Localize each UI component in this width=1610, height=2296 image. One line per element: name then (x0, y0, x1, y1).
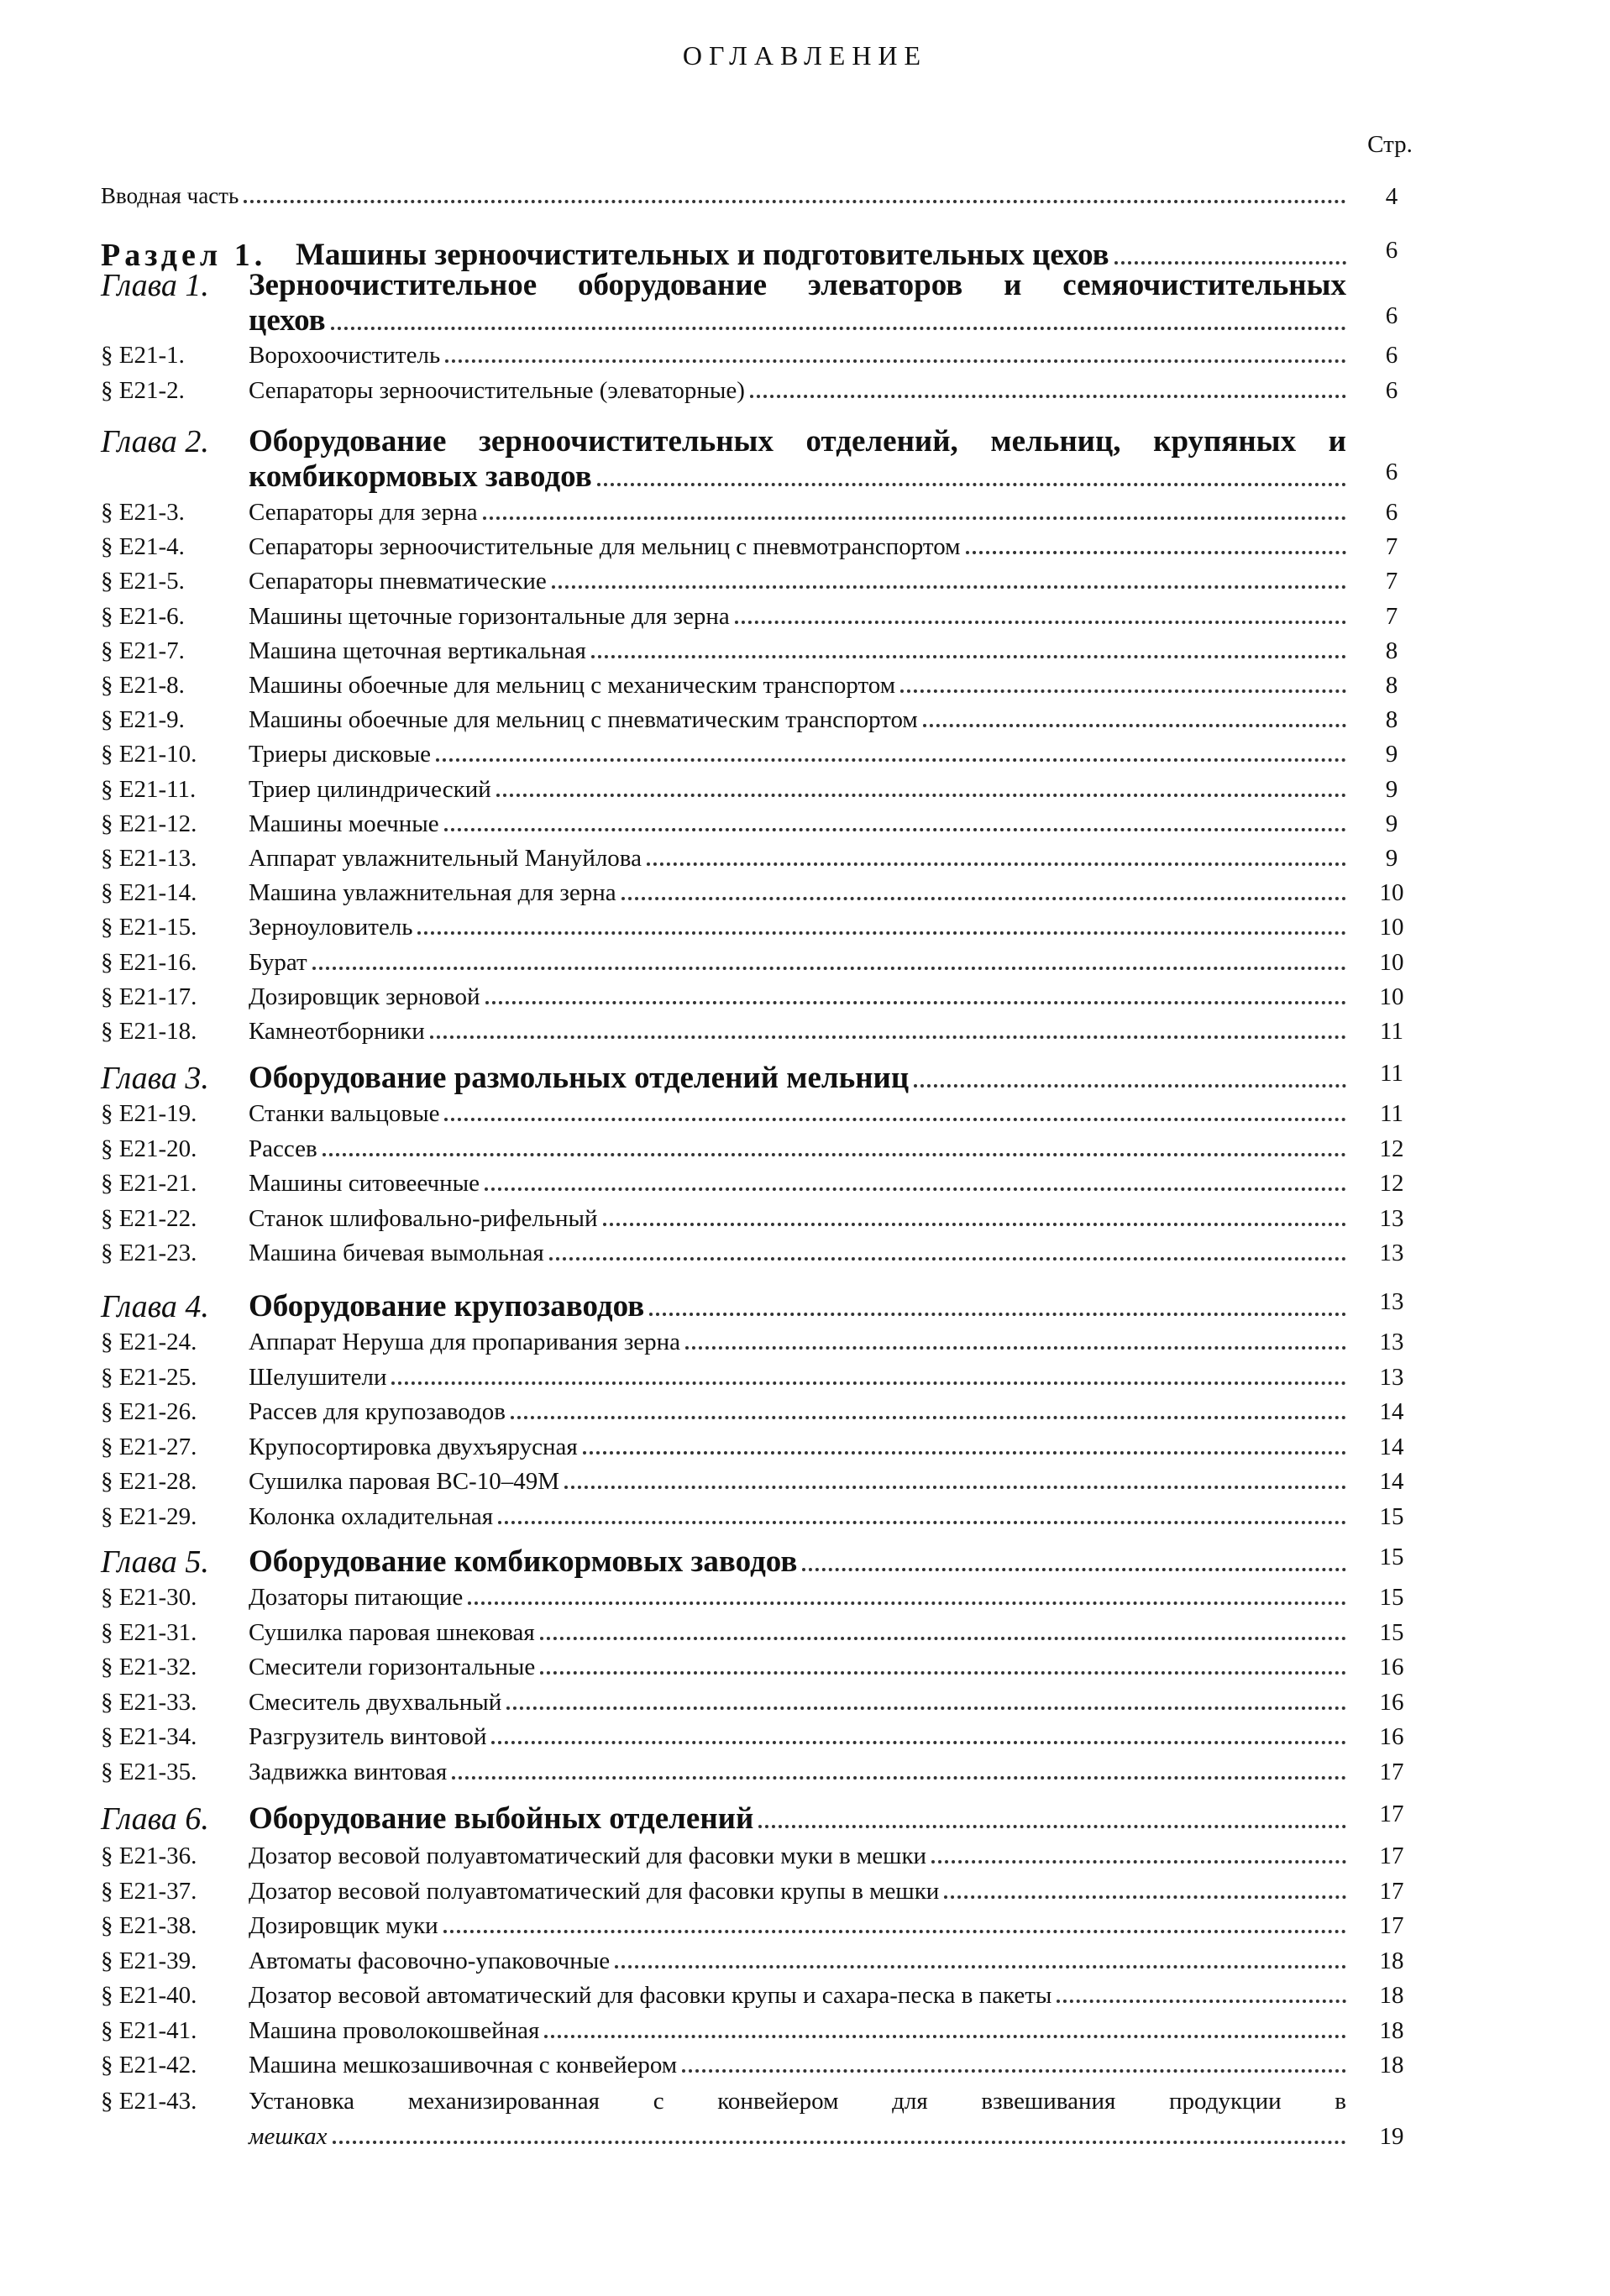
item-page: 9 (1385, 845, 1398, 872)
item-title-text: Триер цилиндрический (249, 775, 491, 803)
item-page: 8 (1385, 672, 1398, 699)
item-title-text: Сушилка паровая ВС-10–49М (249, 1468, 560, 1495)
item-title-leader (443, 1929, 1346, 1933)
chapter-4-label: Глава 4. (101, 1289, 209, 1324)
paragraph-number: § Е21-22. (101, 1204, 197, 1232)
section-label: Раздел 1. (101, 238, 267, 273)
paragraph-number: § Е21-32. (101, 1654, 197, 1680)
item-title-leader (540, 1636, 1346, 1640)
item-page: 18 (1379, 2052, 1404, 2078)
chapter-1-title-line1: Зерноочистительное оборудование элеваторов и семяочистительных (249, 268, 1346, 302)
item-title-leader (735, 620, 1346, 624)
item-title-text: Крупосортировка двухъярусная (249, 1433, 578, 1460)
paragraph-number: § Е21-43. (101, 2088, 197, 2115)
item-title-text: Машина мешкозашивочная с конвейером (249, 2052, 678, 2078)
item-title (249, 1364, 1346, 1392)
paragraph-number: § Е21-11. (101, 775, 197, 803)
item-title-text: Станки вальцовые (249, 1100, 440, 1127)
paragraph-number: § Е21-17. (101, 983, 197, 1010)
item-page: 14 (1379, 1398, 1404, 1425)
paragraph-number: § Е21-24. (101, 1329, 197, 1355)
item-title-leader (468, 1601, 1346, 1605)
item-page: 16 (1379, 1723, 1404, 1750)
item-title-leader (583, 1450, 1346, 1455)
paragraph-number: § Е21-7. (101, 637, 185, 664)
item-title (249, 1170, 1346, 1198)
item-title-leader (564, 1485, 1346, 1489)
item-page: 10 (1379, 914, 1404, 941)
paragraph-number: § Е21-5. (101, 568, 185, 595)
item-page: 13 (1379, 1329, 1404, 1355)
item-page: 15 (1379, 1502, 1404, 1530)
paragraph-number: § Е21-28. (101, 1468, 197, 1495)
item-title-leader (436, 757, 1346, 762)
item-page: 8 (1385, 706, 1398, 734)
item-title-leader (498, 1520, 1346, 1524)
item-title (249, 810, 1346, 838)
paragraph-number: § Е21-30. (101, 1584, 197, 1611)
item-page: 12 (1379, 1135, 1404, 1162)
chapter-4-page: 13 (1379, 1288, 1404, 1315)
item-title-leader (391, 1381, 1346, 1385)
paragraph-number: § Е21-36. (101, 1843, 197, 1869)
item-title-text: Дозаторы питающие (249, 1584, 464, 1611)
item-title-leader (540, 1670, 1346, 1675)
item-title-text: Машины ситовеечные (249, 1170, 480, 1197)
paragraph-number: § Е21-13. (101, 845, 197, 872)
item-title-leader (511, 1415, 1346, 1419)
item-title-leader (485, 1187, 1346, 1191)
paragraph-number: § Е21-25. (101, 1363, 197, 1391)
item-title (249, 1398, 1346, 1426)
intro-entry (101, 183, 1346, 209)
item-page: 11 (1380, 1018, 1403, 1045)
item-title (249, 1619, 1346, 1647)
item-title (249, 949, 1346, 977)
chapter-1-title-line2-text: цехов (249, 303, 326, 338)
item-title (249, 845, 1346, 873)
item-title (249, 1759, 1346, 1786)
item-page: 12 (1379, 1170, 1404, 1197)
chapter-2-page: 6 (1385, 459, 1398, 485)
chapter-1-title-line2 (249, 302, 1346, 338)
item-page: 6 (1385, 499, 1398, 526)
paragraph-number: § Е21-1. (101, 342, 185, 369)
item-title-leader (621, 896, 1346, 900)
item-title-text: Сепараторы зерноочистительные для мельниц с пневмотранспортом (249, 533, 961, 561)
item-page: 16 (1379, 1654, 1404, 1680)
last-item-page: 19 (1379, 2123, 1404, 2150)
item-page: 6 (1385, 342, 1398, 369)
chapter-5-label: Глава 5. (101, 1544, 209, 1580)
paragraph-number: § Е21-31. (101, 1618, 197, 1646)
item-title-leader (323, 1152, 1346, 1156)
section-page: 6 (1385, 237, 1398, 264)
paragraph-number: § Е21-20. (101, 1135, 197, 1162)
item-title (249, 568, 1346, 595)
paragraph-number: § Е21-29. (101, 1502, 197, 1530)
paragraph-number: § Е21-41. (101, 2016, 197, 2044)
chapter-6-title-text: Оборудование выбойных отделений (249, 1801, 754, 1836)
item-title-text: Рассев (249, 1135, 317, 1162)
paragraph-number: § Е21-12. (101, 810, 197, 837)
item-title-text: Рассев для крупозаводов (249, 1398, 506, 1425)
item-title (249, 1100, 1346, 1128)
paragraph-number: § Е21-15. (101, 914, 197, 941)
chapter-6-title-leader (758, 1824, 1346, 1828)
item-title (249, 1135, 1346, 1163)
item-title (249, 342, 1346, 370)
item-title (249, 879, 1346, 907)
paragraph-number: § Е21-18. (101, 1018, 197, 1045)
item-title-text: Шелушители (249, 1363, 387, 1391)
item-page: 9 (1385, 741, 1398, 768)
item-page: 15 (1379, 1584, 1404, 1611)
item-page: 9 (1385, 810, 1398, 837)
chapter-2-title-line1: Оборудование зерноочистительных отделений, мельниц, крупяных и (249, 424, 1346, 459)
item-title (249, 1584, 1346, 1612)
paragraph-number: § Е21-16. (101, 948, 197, 976)
item-title-text: Колонка охладительная (249, 1502, 494, 1530)
item-title-text: Станок шлифовально-рифельный (249, 1204, 598, 1232)
chapter-1-label: Глава 1. (101, 268, 209, 303)
item-title-text: Машины обоечные для мельниц с пневматическим транспортом (249, 706, 918, 734)
item-title-leader (944, 1895, 1346, 1899)
chapter-5-title-text: Оборудование комбикормовых заводов (249, 1544, 798, 1579)
paragraph-number: § Е21-42. (101, 2052, 197, 2078)
item-title (249, 1654, 1346, 1681)
item-title-text: Сушилка паровая шнековая (249, 1618, 535, 1646)
item-page: 14 (1379, 1468, 1404, 1495)
paragraph-number: § Е21-39. (101, 1947, 197, 1974)
item-title-text: Дозировщик зерновой (249, 983, 480, 1010)
item-page: 9 (1385, 775, 1398, 803)
item-title-text: Дозатор весовой полуавтоматический для фасовки крупы в мешки (249, 1877, 940, 1905)
chapter-1-title-line2-leader (331, 326, 1346, 330)
item-page: 14 (1379, 1433, 1404, 1460)
item-title-leader (1057, 1999, 1346, 2003)
item-title-leader (685, 1345, 1346, 1350)
item-title-leader (603, 1222, 1346, 1226)
item-page: 17 (1379, 1843, 1404, 1869)
item-page: 18 (1379, 1947, 1404, 1974)
item-title (249, 1240, 1346, 1267)
item-title-leader (491, 1740, 1346, 1744)
chapter-6-label: Глава 6. (101, 1801, 209, 1837)
paragraph-number: § Е21-26. (101, 1398, 197, 1425)
intro-entry-leader (244, 199, 1346, 203)
chapter-3-title (249, 1060, 1346, 1096)
item-page: 6 (1385, 377, 1398, 404)
item-title-text: Триеры дисковые (249, 741, 432, 768)
paragraph-number: § Е21-37. (101, 1877, 197, 1905)
item-title (249, 914, 1346, 941)
paragraph-number: § Е21-3. (101, 499, 185, 526)
chapter-2-title-line2-text: комбикормовых заводов (249, 459, 592, 494)
item-title-leader (552, 584, 1346, 589)
item-title-leader (549, 1256, 1346, 1261)
item-title-text: Машина увлажнительная для зерна (249, 879, 616, 907)
item-title (249, 1912, 1346, 1940)
item-page: 10 (1379, 879, 1404, 907)
paragraph-number: § Е21-38. (101, 1912, 197, 1939)
chapter-2-title-line2 (249, 459, 1346, 495)
paragraph-number: § Е21-9. (101, 706, 185, 734)
item-title (249, 1329, 1346, 1356)
item-title-leader (483, 516, 1346, 520)
item-title-text: Смесители горизонтальные (249, 1654, 536, 1680)
item-title (249, 1689, 1346, 1717)
item-page: 13 (1379, 1240, 1404, 1266)
last-item-leader (333, 2140, 1347, 2144)
item-title-text: Машины обоечные для мельниц с механическим транспортом (249, 672, 896, 699)
item-title-leader (445, 359, 1346, 363)
item-title (249, 2017, 1346, 2045)
intro-entry-text: Вводная часть (101, 183, 239, 208)
item-page: 17 (1379, 1877, 1404, 1905)
item-title-text: Аппарат увлажнительный Мануйлова (249, 845, 642, 872)
item-title-leader (615, 1964, 1346, 1968)
item-title-text: Машина бичевая вымольная (249, 1240, 544, 1266)
item-title (249, 983, 1346, 1011)
section-title-text: Машины зерноочистительных и подготовительных цехов (296, 238, 1109, 272)
item-page: 10 (1379, 948, 1404, 976)
item-title (249, 499, 1346, 527)
item-title-text: Аппарат Неруша для пропаривания зерна (249, 1329, 681, 1355)
item-title (249, 1843, 1346, 1870)
item-title (249, 637, 1346, 665)
item-title-text: Машины щеточные горизонтальные для зерна (249, 602, 730, 630)
item-title-leader (496, 793, 1346, 797)
item-title (249, 741, 1346, 768)
chapter-2-label: Глава 2. (101, 424, 209, 459)
chapter-3-page: 11 (1380, 1060, 1403, 1087)
page-column-header: Стр. (1367, 131, 1413, 158)
chapter-1-page: 6 (1385, 302, 1398, 329)
item-page: 15 (1379, 1618, 1404, 1646)
chapter-4-title (249, 1288, 1346, 1324)
item-page: 10 (1379, 983, 1404, 1010)
item-title-text: Сепараторы зерноочистительные (элеваторные) (249, 377, 745, 404)
item-title-text: Ворохоочиститель (249, 342, 441, 369)
item-title-leader (452, 1775, 1346, 1780)
paragraph-number: § Е21-33. (101, 1688, 197, 1716)
paragraph-number: § Е21-40. (101, 1982, 197, 2009)
last-item-line2-text: мешках (249, 2123, 328, 2150)
item-title-leader (900, 689, 1346, 693)
chapter-3-label: Глава 3. (101, 1061, 209, 1096)
item-title (249, 776, 1346, 804)
item-title (249, 1205, 1346, 1233)
paragraph-number: § Е21-35. (101, 1758, 197, 1785)
item-page: 18 (1379, 1982, 1404, 2009)
paragraph-number: § Е21-2. (101, 377, 185, 404)
item-title-text: Дозировщик муки (249, 1912, 438, 1939)
item-title-text: Разгрузитель винтовой (249, 1723, 487, 1750)
page-title: ОГЛАВЛЕНИЕ (682, 40, 928, 71)
item-title-text: Камнеотборники (249, 1018, 425, 1045)
item-page: 16 (1379, 1688, 1404, 1716)
intro-page: 4 (1385, 183, 1398, 210)
paragraph-number: § Е21-27. (101, 1433, 197, 1460)
item-page: 17 (1379, 1912, 1404, 1939)
item-page: 7 (1385, 602, 1398, 630)
item-title-leader (417, 930, 1346, 935)
item-title-leader (544, 2034, 1346, 2038)
chapter-4-title-leader (649, 1312, 1346, 1316)
item-title-leader (506, 1706, 1346, 1710)
paragraph-number: § Е21-14. (101, 879, 197, 907)
item-title-leader (444, 1117, 1346, 1121)
item-title (249, 2052, 1346, 2079)
chapter-2-title-line2-leader (597, 482, 1346, 486)
item-title (249, 603, 1346, 631)
item-title-text: Дозатор весовой автоматический для фасовки крупы и сахара-песка в пакеты (249, 1982, 1052, 2009)
item-title (249, 1468, 1346, 1496)
item-title (249, 1982, 1346, 2010)
item-title (249, 1018, 1346, 1046)
item-page: 17 (1379, 1758, 1404, 1785)
item-title (249, 1503, 1346, 1531)
paragraph-number: § Е21-23. (101, 1240, 197, 1266)
chapter-6-page: 17 (1379, 1801, 1404, 1827)
item-title-text: Зерноуловитель (249, 914, 413, 941)
item-title (249, 377, 1346, 405)
item-title (249, 1947, 1346, 1975)
item-title-leader (430, 1035, 1346, 1039)
item-title-text: Машины моечные (249, 810, 439, 837)
item-title (249, 1723, 1346, 1751)
paragraph-number: § Е21-19. (101, 1100, 197, 1127)
chapter-6-title (249, 1801, 1346, 1837)
item-title-leader (682, 2068, 1346, 2073)
chapter-5-page: 15 (1379, 1544, 1404, 1570)
item-title (249, 1434, 1346, 1461)
paragraph-number: § Е21-21. (101, 1170, 197, 1197)
item-title-leader (931, 1859, 1346, 1864)
item-page: 13 (1379, 1204, 1404, 1232)
item-page: 11 (1380, 1100, 1403, 1127)
item-title-leader (485, 1000, 1347, 1004)
item-title-text: Автоматы фасовочно-упаковочные (249, 1947, 611, 1974)
item-page: 18 (1379, 2016, 1404, 2044)
section-title-leader (1114, 260, 1346, 265)
item-title-text: Сепараторы для зерна (249, 499, 478, 526)
item-title-leader (591, 654, 1346, 658)
chapter-3-title-text: Оборудование размольных отделений мельниц (249, 1061, 910, 1095)
item-page: 7 (1385, 568, 1398, 595)
item-title-text: Смеситель двухвальный (249, 1688, 502, 1716)
paragraph-number: § Е21-10. (101, 741, 197, 768)
item-title-text: Дозатор весовой полуавтоматический для фасовки муки в мешки (249, 1843, 927, 1869)
item-title-leader (647, 862, 1346, 866)
item-title-text: Машина щеточная вертикальная (249, 637, 586, 664)
item-title-leader (750, 394, 1346, 398)
item-title-text: Бурат (249, 948, 307, 976)
item-title-leader (923, 723, 1346, 727)
chapter-4-title-text: Оборудование крупозаводов (249, 1289, 645, 1324)
paragraph-number: § Е21-8. (101, 672, 185, 699)
item-title (249, 672, 1346, 700)
chapter-5-title (249, 1544, 1346, 1580)
last-item-line2 (249, 2123, 1346, 2151)
chapter-3-title-leader (914, 1083, 1346, 1088)
item-page: 13 (1379, 1363, 1404, 1391)
item-title-text: Задвижка винтовая (249, 1758, 448, 1785)
last-item-line1: Установка механизированная с конвейером для взвешивания продукции в (249, 2088, 1346, 2115)
item-title-leader (444, 827, 1346, 831)
paragraph-number: § Е21-34. (101, 1723, 197, 1750)
item-page: 8 (1385, 637, 1398, 664)
item-title-leader (312, 966, 1346, 970)
paragraph-number: § Е21-6. (101, 602, 185, 630)
item-page: 7 (1385, 533, 1398, 561)
paragraph-number: § Е21-4. (101, 533, 185, 561)
item-title (249, 706, 1346, 734)
item-title-text: Машина проволокошвейная (249, 2016, 540, 2044)
item-title (249, 1878, 1346, 1905)
item-title-leader (966, 550, 1347, 554)
chapter-5-title-leader (802, 1567, 1346, 1571)
item-title (249, 533, 1346, 561)
item-title-text: Сепараторы пневматические (249, 568, 547, 595)
